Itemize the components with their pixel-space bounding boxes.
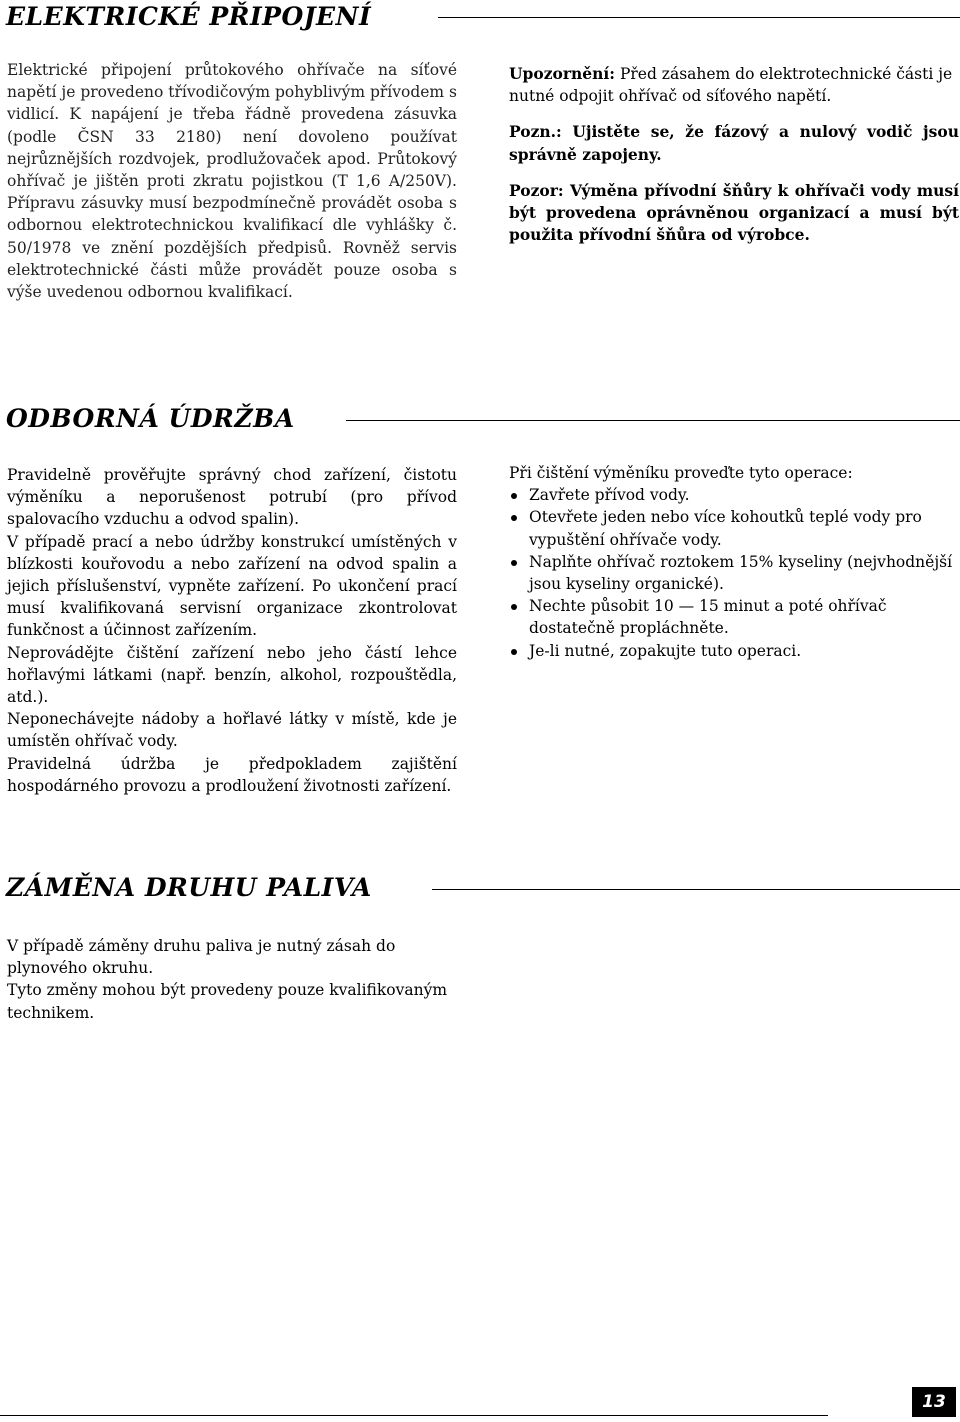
paragraph: Pravidelně prověřujte správný chod zařízení, čistotu výměníku a neporušenost potrubí (pro přívod spalovacího vzduchu a odvod spalin). bbox=[7, 466, 457, 529]
cord-caution: Pozor: Výměna přívodní šňůry k ohřívači vody musí být provedena oprávněnou organizací a musí být použita přívodní šňůra od výrobce. bbox=[509, 180, 959, 245]
cleaning-steps bbox=[509, 484, 959, 662]
electrical-paragraph: Elektrické připojení průtokového ohřívače na síťové napětí je provedeno třívodičovým pohyblivým přívodem s vidlicí. K napájení je třeba řádně provedena zásuvka (podle ČSN 33 2180) není dovoleno používat nejrůznějších rozdvojek, prodlužovaček apod. Průtokový ohřívač je jištěn proti zkratu pojistkou (T 1,6 A/250V). Přípravu zásuvky musí bezpodmínečně provádět osoba s odbornou elektrotechnickou kvalifikací dle vyhlášky č. 50/1978 ve znění pozdějších předpisů. Rovněž servis elektrotechnické části může provádět pouze osoba s výše uvedenou odbornou kvalifikací. bbox=[7, 61, 457, 302]
list-item: Je-li nutné, zopakujte tuto operaci. bbox=[509, 640, 959, 662]
paragraph: V případě prací a nebo údržby konstrukcí umístěných v blízkosti kouřovodu a nebo zařízení na odvod spalin a jejich příslušenství, vypněte zařízení. Po ukončení prací musí kvalifikovaná servisní organizace zkontrolovat funkčnost a účinnost zařízením. bbox=[7, 532, 457, 640]
footer-rule bbox=[0, 1415, 828, 1416]
title-rule bbox=[438, 17, 960, 18]
list-item: Naplňte ohřívač roztokem 15% kyseliny (nejvhodnější jsou kyseliny organické). bbox=[509, 551, 959, 595]
fuel-change-paragraphs bbox=[7, 935, 457, 1024]
bullet-icon bbox=[511, 604, 517, 610]
title-rule bbox=[346, 420, 960, 421]
bullet-icon bbox=[511, 515, 517, 521]
list-item: Otevřete jeden nebo více kohoutků teplé vody pro vypuštění ohřívače vody. bbox=[509, 506, 959, 550]
list-item: Nechte působit 10 — 15 minut a poté ohřívač dostatečně propláchněte. bbox=[509, 595, 959, 639]
bullet-icon bbox=[511, 649, 517, 655]
paragraph: Neprovádějte čištění zařízení nebo jeho částí lehce hořlavými látkami (např. benzín, alkohol, rozpouštědla, atd.). bbox=[7, 643, 457, 707]
paragraph: Tyto změny mohou být provedeny pouze kvalifikovaným technikem. bbox=[7, 981, 448, 1022]
cleaning-intro: Při čištění výměníku proveďte tyto operace: bbox=[509, 464, 853, 482]
paragraph: Neponechávejte nádoby a hořlavé látky v místě, kde je umístěn ohřívač vody. bbox=[7, 710, 457, 751]
bullet-icon bbox=[511, 493, 517, 499]
paragraph: Pravidelná údržba je předpokladem zajištění hospodárného provozu a prodloužení životnosti zařízení. bbox=[7, 754, 457, 795]
section-title-maintenance: ODBORNÁ ÚDRŽBA bbox=[6, 404, 295, 433]
cleaning-procedure bbox=[509, 462, 959, 662]
maintenance-paragraphs bbox=[7, 464, 457, 797]
warning-label: Upozornění: bbox=[509, 64, 616, 83]
section-title-electrical: ELEKTRICKÉ PŘIPOJENÍ bbox=[6, 2, 372, 31]
paragraph: V případě záměny druhu paliva je nutný zásah do plynového okruhu. bbox=[7, 937, 396, 978]
wiring-note: Pozn.: Ujistěte se, že fázový a nulový vodič jsou správně zapojeny. bbox=[509, 122, 959, 164]
title-rule bbox=[432, 889, 960, 890]
page-number: 13 bbox=[912, 1387, 956, 1417]
list-item: Zavřete přívod vody. bbox=[509, 484, 959, 506]
bullet-icon bbox=[511, 560, 517, 566]
warning-note: Upozornění: Před zásahem do elektrotechnické části je nutné odpojit ohřívač od síťového napětí. bbox=[509, 64, 953, 106]
electrical-notes bbox=[509, 63, 959, 260]
section-title-fuel-change: ZÁMĚNA DRUHU PALIVA bbox=[6, 873, 372, 902]
